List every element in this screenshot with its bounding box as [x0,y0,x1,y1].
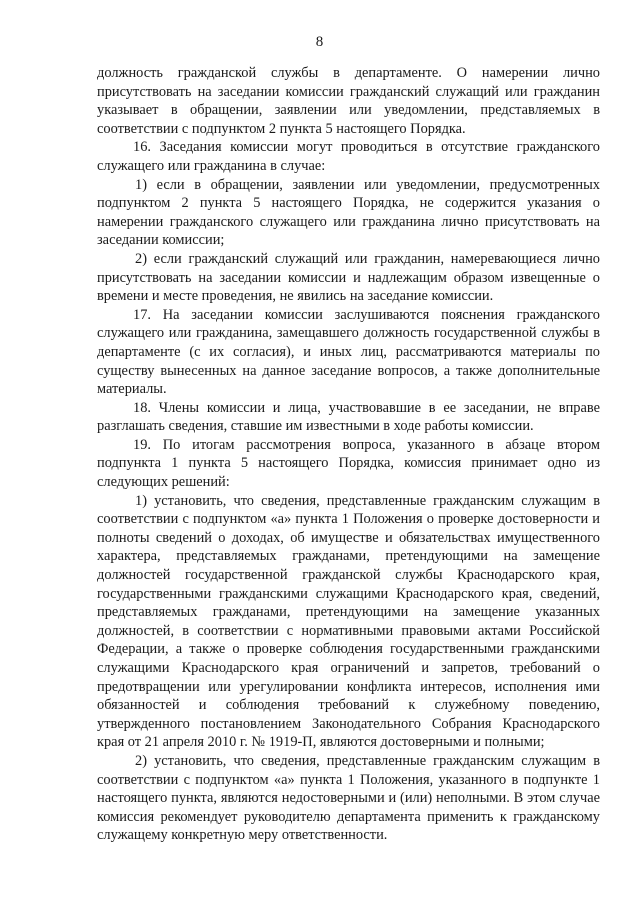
page-number: 8 [315,34,324,50]
document-body [97,64,600,845]
paragraph-16-item-1: 1) если в обращении, заявлении или уведомлении, предусмотренных подпунктом 2 пункта 5 настоящего Порядка, не содержится указания о намерении гражданского служащего или гражданина лично присутствовать на заседании комиссии; [97,176,600,249]
paragraph-19: 19. По итогам рассмотрения вопроса, указанного в абзаце втором подпункта 1 пункта 5 настоящего Порядка, комиссия принимает одно из следующих решений: [97,436,600,491]
paragraph-continuation: должность гражданской службы в департаменте. О намерении лично присутствовать на заседании комиссии гражданский служащий или гражданин указывает в обращении, заявлении или уведомлении, представляемых в соответствии с подпунктом 2 пункта 5 настоящего Порядка. [97,65,600,137]
paragraph-19-item-2: 2) установить, что сведения, представленные гражданским служащим в соответствии с подпунктом «а» пункта 1 Положения, указанного в подпункте 1 настоящего пункта, являются недостоверными и (или) неполными. В этом случае комиссия рекомендует руководителю департамента применить к гражданскому служащему конкретную меру ответственности. [97,752,600,844]
paragraph-16-item-2: 2) если гражданский служащий или гражданин, намеревающиеся лично присутствовать на заседании комиссии и надлежащим образом извещенные о времени и месте проведения, не явились на заседание комиссии. [97,250,600,305]
paragraph-18: 18. Члены комиссии и лица, участвовавшие в ее заседании, не вправе разглашать сведения, ставшие им известными в ходе работы комиссии. [97,399,600,435]
paragraph-16: 16. Заседания комиссии могут проводиться в отсутствие гражданского служащего или гражданина в случае: [97,139,600,174]
paragraph-17: 17. На заседании комиссии заслушиваются пояснения гражданского служащего или гражданина, замещавшего должность государственной службы в департаменте (с их согласия), и иных лиц, рассматриваются материалы по существу вынесенных на данное заседание вопросов, а также дополнительные материалы. [97,306,600,398]
paragraph-19-item-1: 1) установить, что сведения, представленные гражданским служащим в соответствии с подпунктом «а» пункта 1 Положения о проверке достоверности и полноты сведений о доходах, об имуществе и обязательствах имущественного характера, представляемых гражданами, претендующими на замещение должностей государственной гражданской службы Краснодарского края, государственными гражданскими служащими Краснодарского края, сведений, представляемых гражданами, претендующими на замещение указанных должностей, в соответствии с нормативными правовыми актами Российской Федерации, а также о проверке соблюдения государственными гражданскими служащими Краснодарского края ограничений и запретов, требований о предотвращении или урегулировании конфликта интересов, исполнения ими обязанностей и соблюдения требований к служебному поведению, утвержденного постановлением Законодательного Собрания Краснодарского края от 21 апреля 2010 г. № 1919-П, являются достоверными и полными; [97,492,600,751]
